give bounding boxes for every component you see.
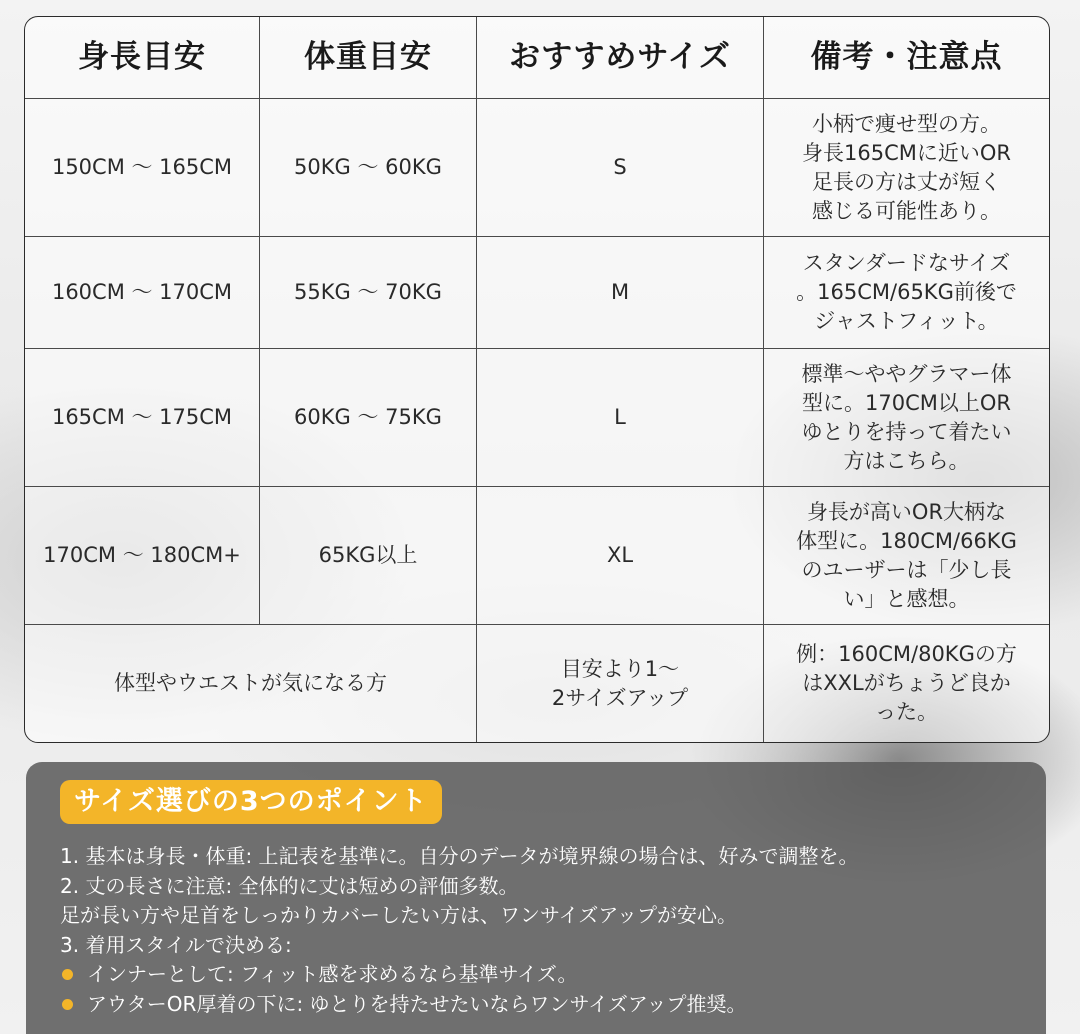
row-s-height: 150CM ～ 165CM: [25, 99, 260, 237]
note-line: 。165CM/65KG前後で: [796, 280, 1017, 304]
note-line: はXXLがちょうど良か: [802, 671, 1011, 695]
note-line: 感じる可能性あり。: [812, 198, 1001, 223]
row-l-note: [764, 349, 1049, 487]
special-row-size: [477, 625, 764, 742]
point-bullet-text: インナーとして: フィット感を求めるなら基準サイズ。: [87, 962, 578, 986]
row-xl-height: 170CM ～ 180CM+: [25, 487, 260, 625]
special-row-label: 体型やウエストが気になる方: [25, 625, 477, 742]
note-line: 方はこちら。: [843, 448, 970, 473]
point-bullet-text: アウターOR厚着の下に: ゆとりを持たせたいならワンサイズアップ推奨。: [87, 991, 747, 1016]
row-l-size: L: [477, 349, 764, 487]
header-recommended-size: おすすめサイズ: [477, 17, 764, 99]
points-list: [60, 842, 1046, 1019]
header-notes: 備考・注意点: [764, 17, 1049, 99]
note-line: 体型に。180CM/66KG: [796, 528, 1017, 553]
special-row-note: [764, 625, 1049, 742]
note-line: のユーザーは「少し長: [801, 557, 1012, 582]
note-line: ゆとりを持って着たい: [801, 419, 1012, 444]
header-weight: 体重目安: [260, 17, 477, 99]
row-m-height: 160CM ～ 170CM: [25, 237, 260, 349]
point-line: 足が長い方や足首をしっかりカバーしたい方は、ワンサイズアップが安心。: [60, 903, 737, 927]
size-points-panel: [26, 762, 1046, 1034]
point-line: 3. 着用スタイルで決める:: [60, 932, 292, 957]
size-chart-table: [24, 16, 1050, 743]
row-m-size: M: [477, 237, 764, 349]
point-bullet: [60, 960, 1046, 990]
point-line: 1. 基本は身長・体重: 上記表を基準に。自分のデータが境界線の場合は、好みで調整を。: [60, 844, 859, 868]
note-line: 小柄で痩せ型の方。: [812, 111, 1001, 136]
size-line: 目安より1～: [560, 656, 680, 681]
note-line: 標準～ややグラマー体: [801, 361, 1012, 386]
note-line: スタンダードなサイズ: [802, 251, 1011, 275]
note-line: い」と感想。: [843, 586, 970, 611]
note-line: 足長の方は丈が短く: [812, 169, 1001, 194]
row-xl-weight: 65KG以上: [260, 487, 477, 625]
row-s-note: [764, 99, 1049, 237]
row-s-size: S: [477, 99, 764, 237]
row-l-weight: 60KG ～ 75KG: [260, 349, 477, 487]
point-line: 2. 丈の長さに注意: 全体的に丈は短めの評価多数。: [60, 873, 519, 898]
points-title: サイズ選びの3つのポイント: [60, 780, 442, 824]
note-line: 型に。170CM以上OR: [802, 390, 1011, 415]
note-line: った。: [875, 700, 938, 724]
row-m-note: [764, 237, 1049, 349]
note-line: ジャストフィット。: [814, 309, 999, 333]
row-xl-note: [764, 487, 1049, 625]
row-l-height: 165CM ～ 175CM: [25, 349, 260, 487]
size-line: 2サイズアップ: [551, 685, 689, 710]
row-m-weight: 55KG ～ 70KG: [260, 237, 477, 349]
note-line: 例：160CM/80KGの方: [796, 642, 1017, 666]
header-height: 身長目安: [25, 17, 260, 99]
note-line: 身長165CMに近いOR: [802, 140, 1011, 165]
row-s-weight: 50KG ～ 60KG: [260, 99, 477, 237]
bullet-dot-icon: [62, 999, 73, 1010]
note-line: 身長が高いOR大柄な: [806, 499, 1007, 524]
point-bullet: [60, 990, 1046, 1020]
row-xl-size: XL: [477, 487, 764, 625]
bullet-dot-icon: [62, 969, 73, 980]
